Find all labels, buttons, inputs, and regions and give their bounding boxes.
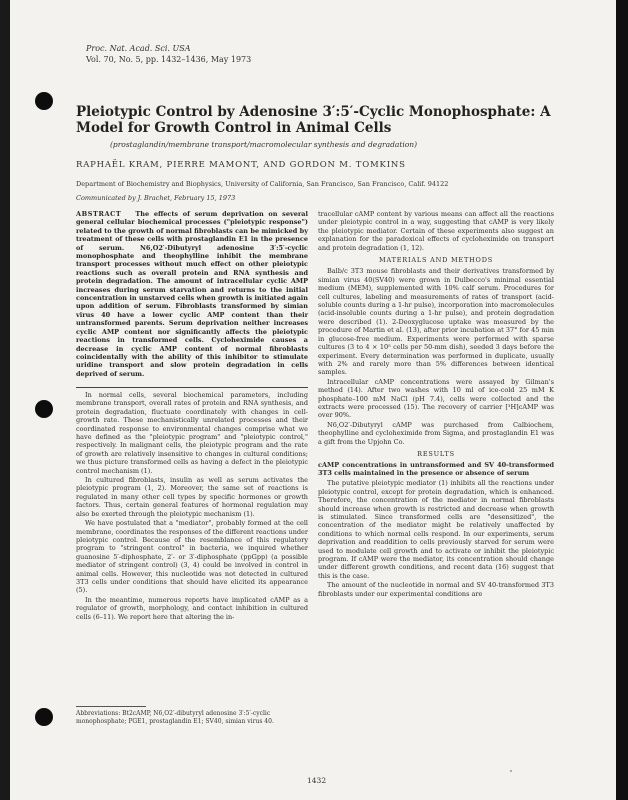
section-heading-methods: MATERIALS AND METHODS — [379, 256, 493, 265]
body-paragraph: In cultured fibroblasts, insulin as well as serum activates the pleiotypic program (1, 2). Moreover, the same set of reactions is regulated in many other cell types by specific hormones or growth factors. Thus, certain general features of hormonal regulation may also be exerted through the pleiotypic mechanism (1). — [76, 476, 308, 518]
paper-title: Pleiotypic Control by Adenosine 3′:5′-Cyclic Monophosphate: A Model for Growth Control in Animal Cells — [76, 104, 551, 136]
body-paragraph: Balb/c 3T3 mouse fibroblasts and their derivatives transformed by simian virus 40(SV40) were grown in Dulbecco's minimal essential medium (MEM), supplemented with 10% calf serum. Procedures for cell cultures, labeling and measurements of rates of transport (acid-soluble counts during a 1-hr pulse), incorporation into macromolecules (acid-insoluble counts during a 1-hr pulse), and protein degradation were described (1). 2-Deoxyglucose uptake was measured by the procedure of Martin et al. (13), after prior incubation at 37° for 45 min in glucose-free medium. Experiments were performed with sparse cultures (3 to 4 × 10⁵ cells per 50-mm dish), seeded 3 days before the experiment. Every determination was performed in duplicate, usually with 2% and rarely more than 5% differences between identical samples. — [318, 267, 554, 377]
communicated-by: Communicated by J. Brachet, February 15, 1973 — [76, 194, 236, 202]
abstract-text: The effects of serum deprivation on several general cellular biochemical processes ("pleiotypic response") related to the growth of normal fibroblasts can be mimicked by treatment of these cells with prostaglandin E1 in the presence of serum. N6,O2′-Dibutyryl adenosine 3′:5′-cyclic monophosphate and theophylline inhibit the membrane transport processes without much effect on other pleiotypic reactions such as overall protein and RNA synthesis and protein degradation. The amount of intracellular cyclic AMP increases during serum starvation and returns to the initial concentration in unstarved cells when growth is initiated again upon addition of serum. Fibroblasts transformed by simian virus 40 have a lower cyclic AMP content than their untransformed parents. Serum deprivation neither increases cyclic AMP content nor significantly affects the pleiotypic reactions in transformed cells. Cycloheximide causes a decrease in cyclic AMP content of normal fibroblasts coincidentally with the ability of this inhibitor to stimulate uridine transport and slow protein degradation in cells deprived of serum. — [76, 210, 308, 378]
abstract-divider — [76, 387, 308, 388]
left-column-body — [76, 391, 308, 622]
results-subheading: cAMP concentrations in untransformed and SV 40-transformed 3T3 cells maintained in the presence or absence of serum — [318, 461, 554, 478]
body-paragraph: N6,O2′-Dibutyryl cAMP was purchased from Calbiochem, theophylline and cycloheximide from Sigma, and prostaglandin E1 was a gift from the Upjohn Co. — [318, 420, 554, 446]
section-heading-results: RESULTS — [417, 449, 455, 458]
body-paragraph: In the meantime, numerous reports have implicated cAMP as a regulator of growth, morphology, and contact inhibition in cultured cells (6–11). We report here that altering the in- — [76, 595, 308, 621]
paper-affiliation: Department of Biochemistry and Biophysics, University of California, San Francisco, San Francisco, Calif. 94122 — [76, 180, 449, 188]
journal-volume: Vol. 70, No. 5, pp. 1432–1436, May 1973 — [86, 55, 252, 64]
abbreviations-footnote: Abbreviations: Bt2cAMP, N6,O2′-dibutyryl adenosine 3′:5′-cyclic monophosphate; PGE1, prostaglandin E1; SV40, simian virus 40. — [76, 710, 274, 725]
paper-keywords: (prostaglandin/membrane transport/macromolecular synthesis and degradation) — [110, 140, 418, 149]
body-paragraph: The amount of the nucleotide in normal and SV 40-transformed 3T3 fibroblasts under our experimental conditions are — [318, 581, 554, 598]
body-paragraph: tracellular cAMP content by various means can affect all the reactions under pleiotypic control in a way, suggesting that cAMP is very likely the pleiotypic mediator. Certain of these experiments also suggest an explanation for the paradoxical effects of cycloheximide on transport and protein degradation (1, 12). — [318, 210, 554, 252]
abstract-block — [76, 210, 308, 379]
body-paragraph: The putative pleiotypic mediator (1) inhibits all the reactions under pleiotypic control, except for protein degradation, which is enhanced. Therefore, the concentration of the mediator in normal fibroblasts should increase when growth is restricted and decrease when growth is stimulated. Since transformed cells are "desensitized", the concentration of the mediator might be relatively unaffected by conditions to which normal cells respond. In our experiments, serum deprivation and readdition to cells previously starved for serum were used to modulate cell growth and to activate or inhibit the pleiotypic program. If cAMP were the mediator, its concentration should change under different growth conditions, and recent data (16) suggest that this is the case. — [318, 479, 554, 580]
body-paragraph: We have postulated that a "mediator", probably formed at the cell membrane, coordinates the responses of the different reactions under pleiotypic control. Because of the resemblance of this regulatory program to "stringent control" in bacteria, we inquired whether guanosine 5′-diphosphate, 2′- or 3′-diphosphate (ppGpp) (a possible mediator of stringent control) (3, 4) could be involved in control in animal cells. However, this nucleotide was not detected in cultured 3T3 cells under conditions that should have elicited its appearance (5). — [76, 519, 308, 595]
scan-edge — [616, 0, 628, 800]
punch-hole-middle — [35, 400, 53, 418]
abstract-label: ABSTRACT — [76, 210, 122, 218]
page-number: 1432 — [307, 776, 327, 785]
footnote-divider — [76, 706, 146, 707]
paper-authors: RAPHAËL KRAM, PIERRE MAMONT, AND GORDON M. TOMKINS — [76, 160, 406, 170]
abstract-paragraph — [76, 210, 308, 378]
scan-smudge — [510, 770, 512, 772]
journal-name: Proc. Nat. Acad. Sci. USA — [86, 44, 191, 53]
punch-hole-bottom — [35, 708, 53, 726]
right-column-body — [318, 210, 554, 599]
punch-hole-top — [35, 92, 53, 110]
body-paragraph: In normal cells, several biochemical parameters, including membrane transport, overall rates of protein and RNA synthesis, and protein degradation, fluctuate coordinately with changes in cell-growth rate. These mechanistically unrelated processes and their coordinated response to environmental changes comprise what we have defined as the "pleiotypic program" and "pleiotypic control," respectively. In malignant cells, the pleiotypic program and the rate of growth are relatively insensitive to changes in cultural conditions; we thus picture transformed cells as having a defect in the pleiotypic control mechanism (1). — [76, 391, 308, 475]
body-paragraph: Intracellular cAMP concentrations were assayed by Gilman's method (14). After two washes with 10 ml of ice-cold 25 mM K phosphate–100 mM NaCl (pH 7.4), cells were collected and the extracts were processed (15). The recovery of carrier [³H]cAMP was over 90%. — [318, 377, 554, 420]
